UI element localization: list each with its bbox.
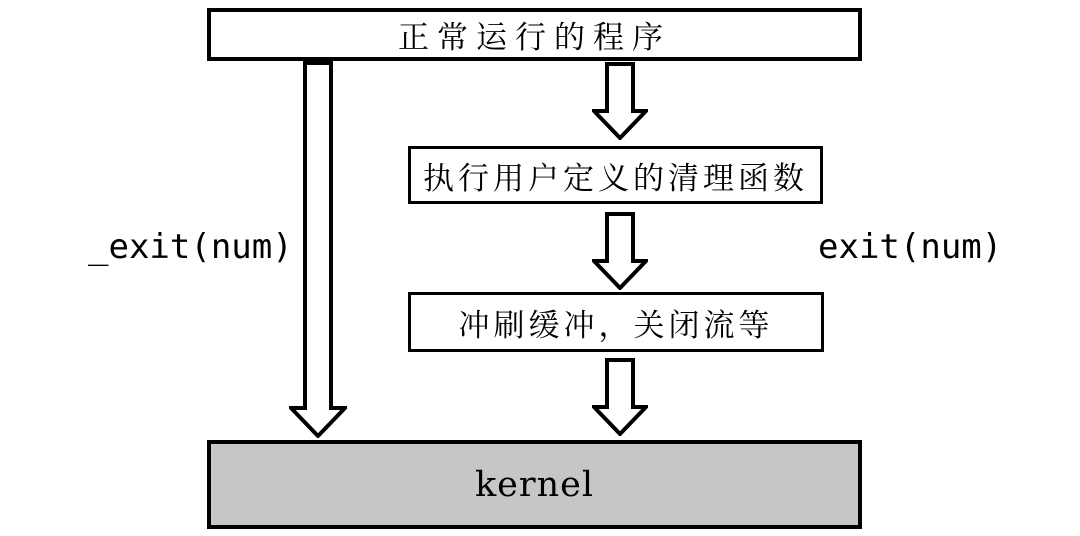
down-arrow-icon-1: [592, 62, 648, 140]
label-exit-call: exit(num): [818, 227, 1003, 267]
node-running-program-label: 正常运行的程序: [398, 20, 671, 56]
node-kernel-label: kernel: [474, 464, 595, 505]
node-kernel: [207, 440, 862, 529]
node-flush-buffers: [408, 292, 824, 352]
down-arrow-icon-2: [592, 212, 648, 290]
node-cleanup-functions-label: 执行用户定义的清理函数: [423, 160, 808, 197]
down-arrow-icon-3: [592, 358, 648, 436]
node-running-program: [207, 8, 862, 61]
node-cleanup-functions: [408, 146, 823, 204]
label-underscore-exit-call: _exit(num): [88, 227, 293, 267]
long-down-arrow-icon: [289, 61, 347, 438]
node-flush-buffers-label: 冲刷缓冲，关闭流等: [458, 307, 774, 344]
